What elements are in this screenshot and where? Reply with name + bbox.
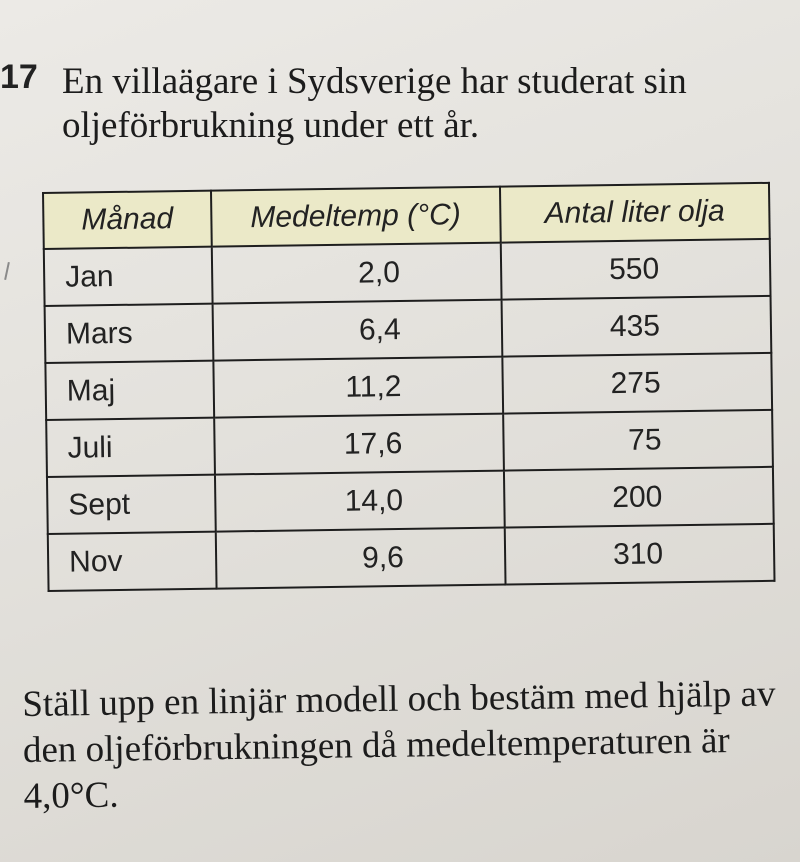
table-row xyxy=(48,524,775,591)
margin-mark xyxy=(4,262,10,280)
cell-temp: 6,4 xyxy=(212,300,502,361)
table-row xyxy=(45,353,772,420)
cell-month: Mars xyxy=(45,304,213,363)
data-table xyxy=(42,182,776,592)
cell-oil: 75 xyxy=(503,410,773,471)
table-row xyxy=(45,296,772,363)
table-row xyxy=(46,410,773,477)
header-month: Månad xyxy=(43,191,211,249)
cell-oil: 310 xyxy=(504,524,774,585)
cell-temp: 14,0 xyxy=(215,471,505,532)
cell-month: Sept xyxy=(47,475,215,534)
table-row xyxy=(47,467,774,534)
table-header-row xyxy=(43,183,770,249)
cell-temp: 11,2 xyxy=(213,357,503,418)
cell-month: Nov xyxy=(48,532,216,591)
cell-month: Juli xyxy=(46,418,214,477)
cell-month: Maj xyxy=(45,361,213,420)
cell-oil: 550 xyxy=(500,239,770,300)
cell-temp: 17,6 xyxy=(214,414,504,475)
cell-oil: 275 xyxy=(502,353,772,414)
problem-number: 17 xyxy=(0,58,38,96)
table-row xyxy=(44,239,771,306)
cell-temp: 2,0 xyxy=(211,243,501,304)
question-text: Ställ upp en linjär modell och bestäm med hjälp av den oljeförbrukningen då medeltemperaturen är 4,0°C. xyxy=(22,673,776,817)
problem-text: En villaägare i Sydsverige har studerat sin oljeförbrukning under ett år. xyxy=(62,61,687,146)
cell-oil: 435 xyxy=(501,296,771,357)
header-oil: Antal liter olja xyxy=(500,183,770,243)
header-temp: Medeltemp (°C) xyxy=(211,187,501,247)
cell-temp: 9,6 xyxy=(215,528,505,589)
cell-oil: 200 xyxy=(504,467,774,528)
cell-month: Jan xyxy=(44,247,212,306)
